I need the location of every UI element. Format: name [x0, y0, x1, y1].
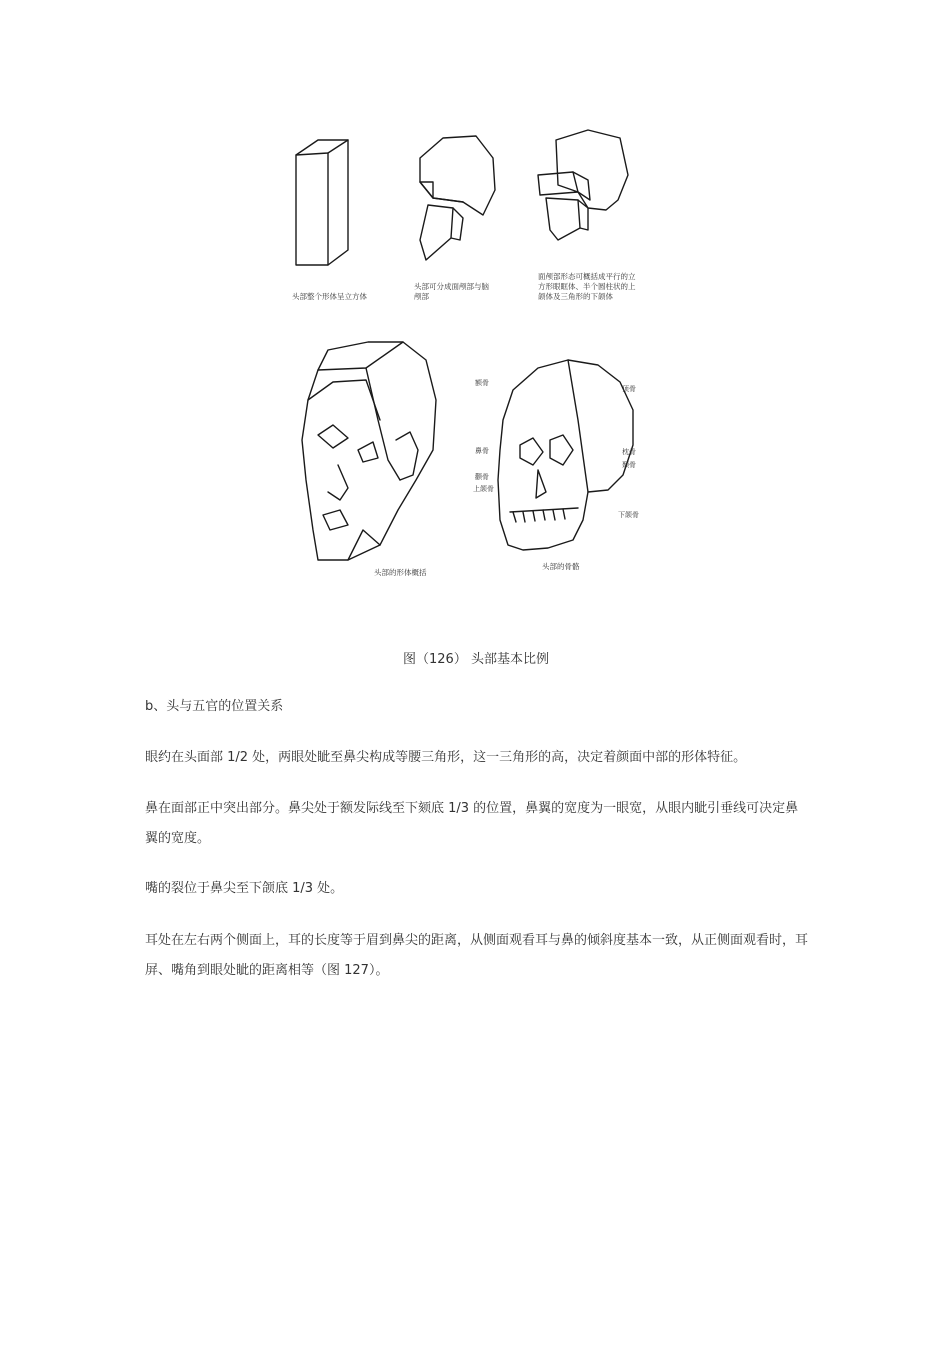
label-mandible: 下颌骨: [618, 511, 639, 519]
figure-caption: 图（126） 头部基本比例: [403, 652, 549, 667]
skull-drawing: [498, 360, 633, 550]
section-title: b、头与五官的位置关系: [145, 699, 284, 714]
box-caption: 头部整个形体呈立方体: [292, 292, 367, 301]
split-caption: 头部可分成面颅部与脑颅部: [414, 282, 489, 301]
paragraph-eyes: 眼约在头面部 1/2 处，两眼处眦至鼻尖构成等腰三角形，这一三角形的高，决定着颜面中部的形体特征。: [145, 750, 747, 765]
label-zygomatic: 颧骨: [475, 473, 489, 481]
paragraph-ears: 耳处在左右两个侧面上，耳的长度等于眉到鼻尖的距离，从侧面观看耳与鼻的倾斜度基本一致，从正侧面观看时，耳屏、嘴角到眼处眦的距离相等（图 127）。: [145, 933, 809, 978]
planes-caption: 头部的形体概括: [374, 568, 427, 577]
split-head-drawing: [420, 136, 495, 260]
planar-head-drawing: [302, 342, 436, 560]
paragraph-nose: 鼻在面部正中突出部分。鼻尖处于额发际线至下颏底 1/3 的位置，鼻翼的宽度为一眼宽，从眼内眦引垂线可决定鼻翼的宽度。: [145, 801, 799, 846]
label-maxilla: 上颌骨: [473, 485, 494, 493]
paragraph-mouth: 嘴的裂位于鼻尖至下颌底 1/3 处。: [145, 881, 344, 896]
head-proportion-figure: [288, 120, 648, 582]
face-caption: 面颅部形态可概括成平行的立方形眼眶体、半个圆柱状的上颌体及三角形的下颌体: [538, 272, 636, 301]
face-blocks-drawing: [538, 130, 628, 240]
skull-caption: 头部的骨骼: [542, 562, 580, 571]
box-drawing: [296, 140, 348, 265]
label-parietal: 顶骨: [622, 385, 636, 393]
label-frontal: 额骨: [475, 379, 489, 387]
label-nasal: 鼻骨: [475, 447, 489, 455]
label-temporal: 颞骨: [622, 461, 636, 469]
head-drawings-illustration: [288, 120, 648, 582]
label-occipital: 枕骨: [622, 448, 636, 456]
